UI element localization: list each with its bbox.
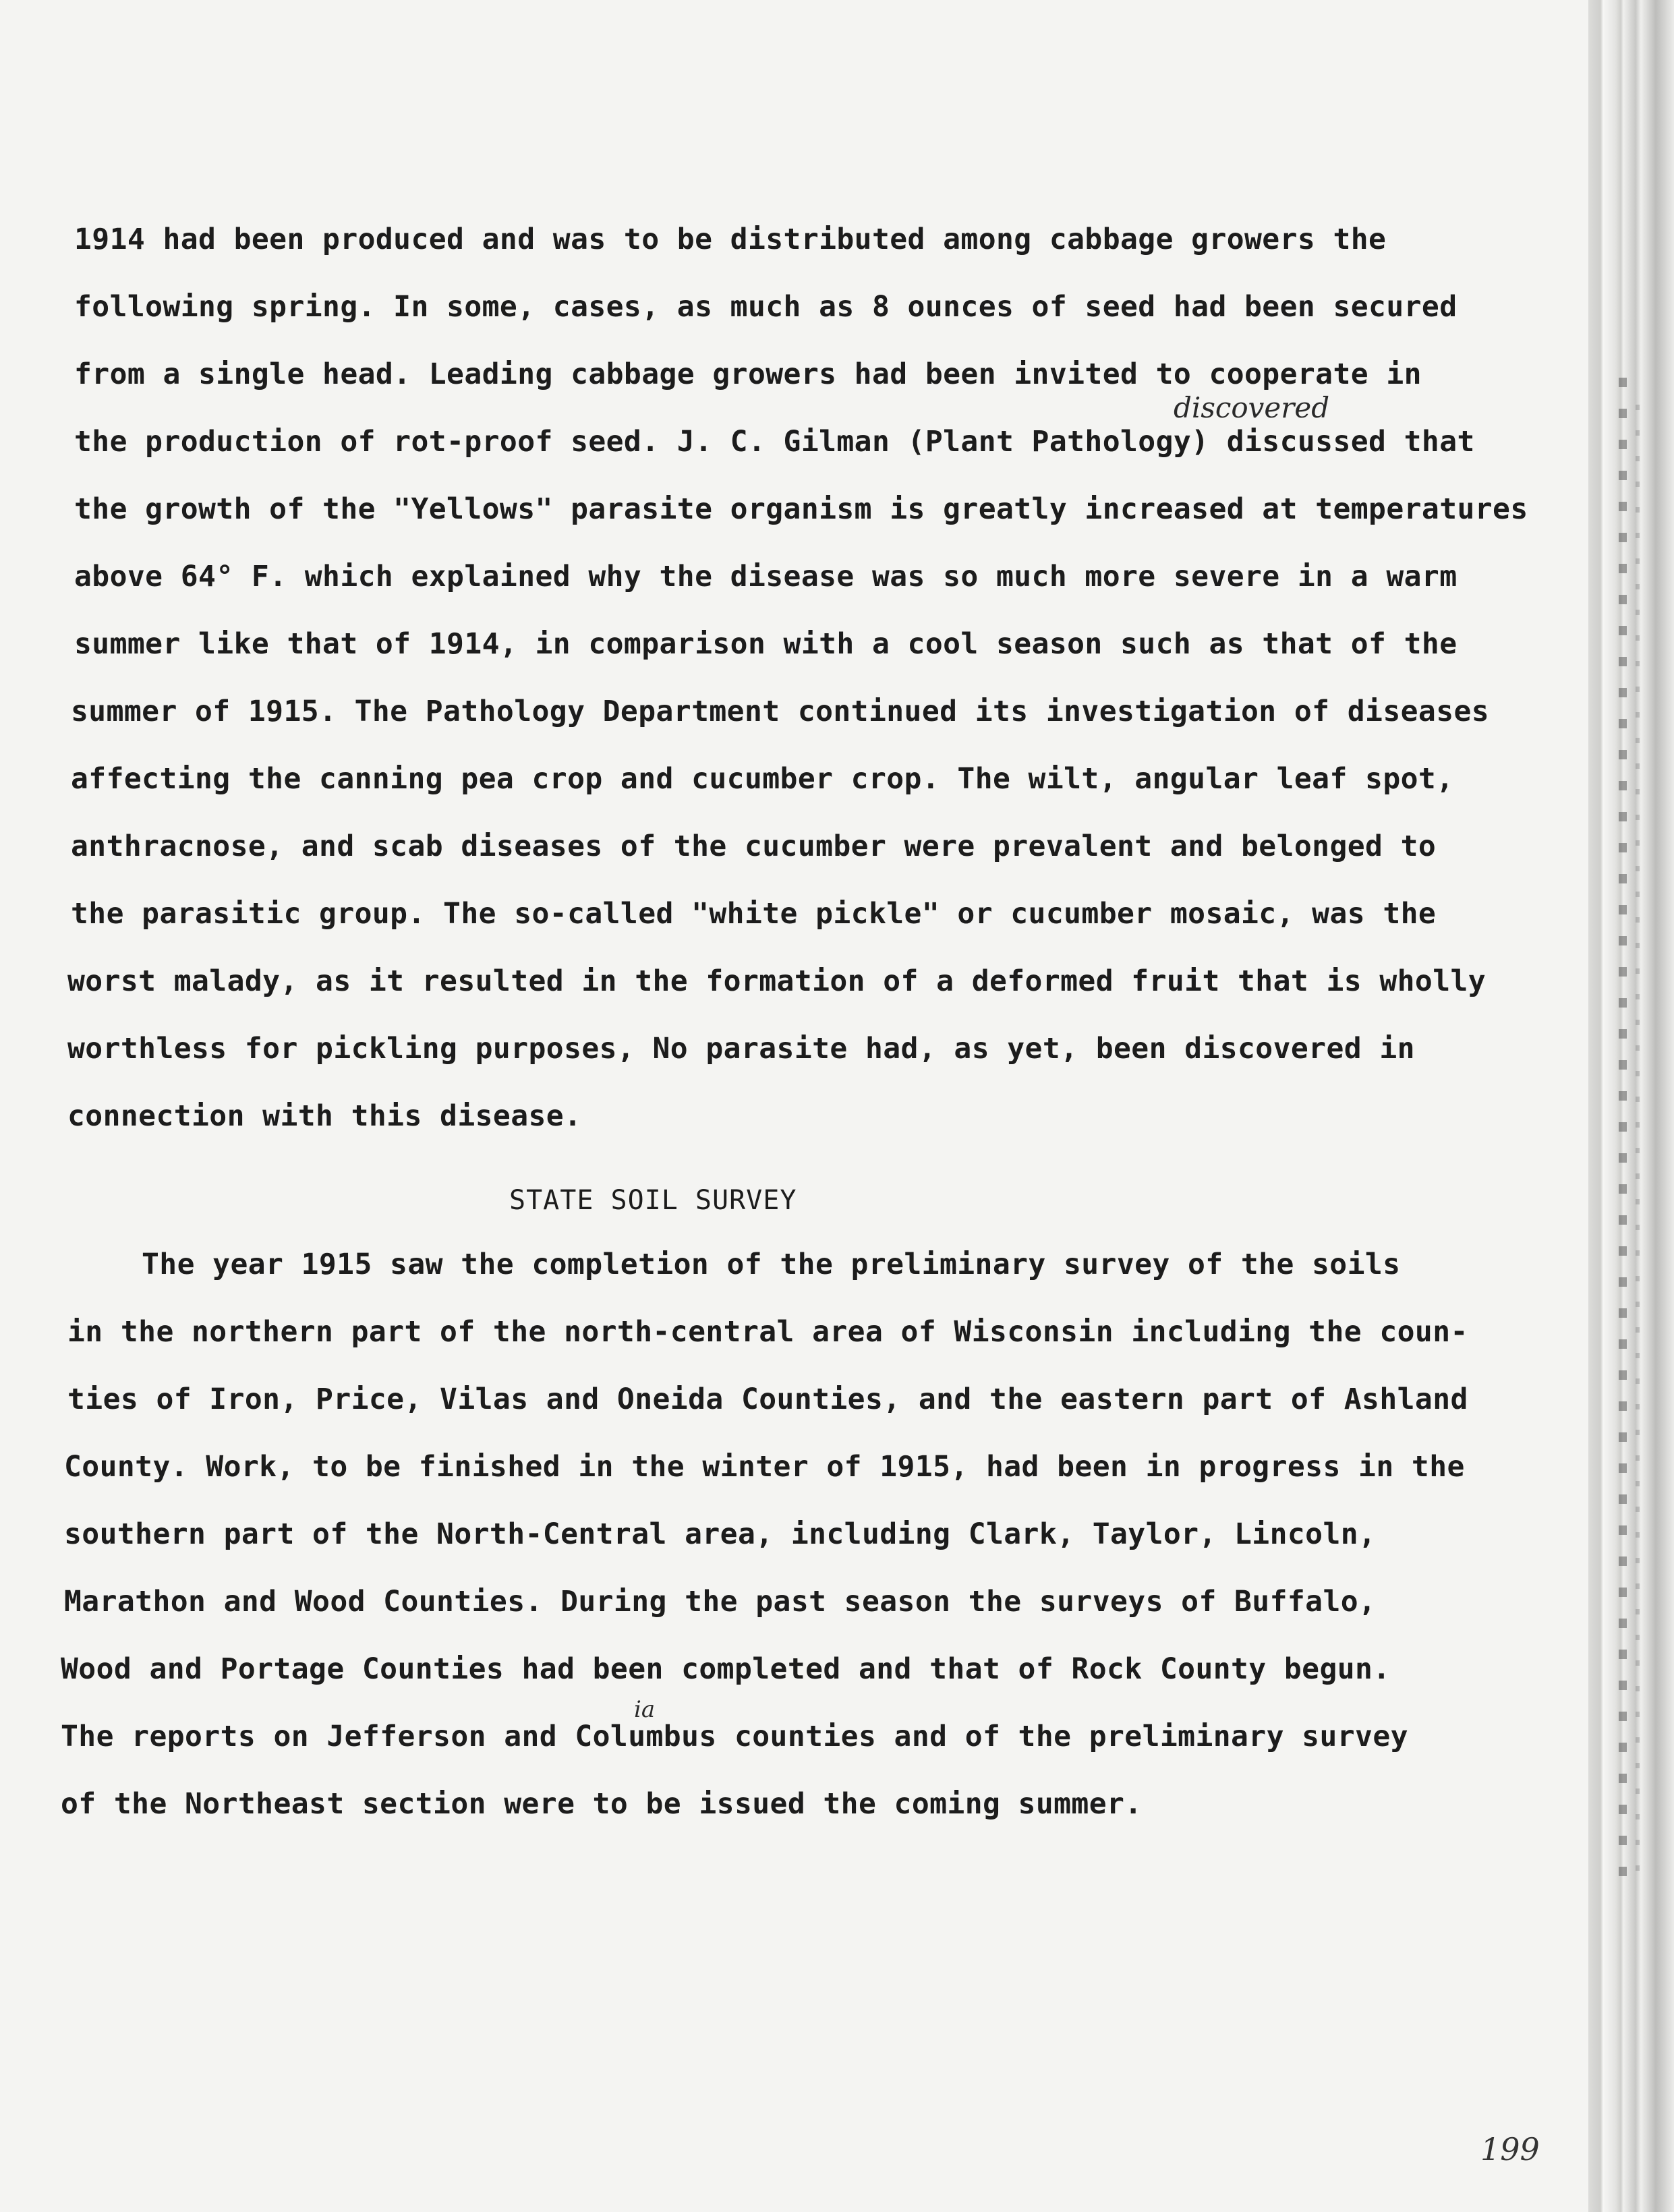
text-line: the production of rot-proof seed. J. C. Gilman (Plant Pathology) discussed that: [74, 425, 1475, 459]
text-line: worthless for pickling purposes, No parasite had, as yet, been discovered in: [67, 1032, 1415, 1066]
text-line: the growth of the "Yellows" parasite organism is greatly increased at temperatures: [74, 492, 1528, 526]
page-number: 199: [1480, 2131, 1540, 2167]
text-line: summer like that of 1914, in comparison with a cool season such as that of the: [74, 627, 1457, 661]
binding-marks: [1619, 378, 1627, 1895]
text-line: following spring. In some, cases, as much as 8 ounces of seed had been secured: [74, 290, 1457, 324]
text-line: 1914 had been produced and was to be distributed among cabbage growers the: [74, 223, 1387, 256]
binding-marks-secondary: [1636, 405, 1640, 1888]
text-line: summer of 1915. The Pathology Department continued its investigation of diseases: [71, 695, 1490, 728]
handwritten-insert-discovered: discovered: [1174, 391, 1330, 424]
text-line: in the northern part of the north-central area of Wisconsin including the coun-: [67, 1315, 1468, 1349]
text-line: The year 1915 saw the completion of the preliminary survey of the soils: [142, 1248, 1401, 1281]
text-line: County. Work, to be finished in the winter of 1915, had been in progress in the: [64, 1450, 1465, 1484]
text-line: southern part of the North-Central area, including Clark, Taylor, Lincoln,: [64, 1517, 1377, 1551]
text-line: the parasitic group. The so-called "white pickle" or cucumber mosaic, was the: [71, 897, 1437, 931]
text-line: of the Northeast section were to be issued the coming summer.: [61, 1787, 1143, 1821]
text-line: connection with this disease.: [67, 1099, 582, 1133]
text-line: The reports on Jefferson and Columbus counties and of the preliminary survey: [61, 1720, 1408, 1753]
text-line: ties of Iron, Price, Vilas and Oneida Counties, and the eastern part of Ashland: [67, 1382, 1468, 1416]
text-line: Marathon and Wood Counties. During the past season the surveys of Buffalo,: [64, 1585, 1377, 1619]
text-line: above 64° F. which explained why the disease was so much more severe in a warm: [74, 560, 1457, 593]
text-line: from a single head. Leading cabbage growers had been invited to cooperate in: [74, 357, 1422, 391]
text-line: Wood and Portage Counties had been completed and that of Rock County begun.: [61, 1652, 1391, 1686]
book-page-edge: [1588, 0, 1674, 2212]
text-line: anthracnose, and scab diseases of the cucumber were prevalent and belonged to: [71, 830, 1437, 863]
text-line: worst malady, as it resulted in the formation of a deformed fruit that is wholly: [67, 964, 1487, 998]
handwritten-insert-ia: ia: [634, 1696, 656, 1723]
section-heading: STATE SOIL SURVEY: [509, 1185, 797, 1216]
text-line: affecting the canning pea crop and cucumber crop. The wilt, angular leaf spot,: [71, 762, 1454, 796]
